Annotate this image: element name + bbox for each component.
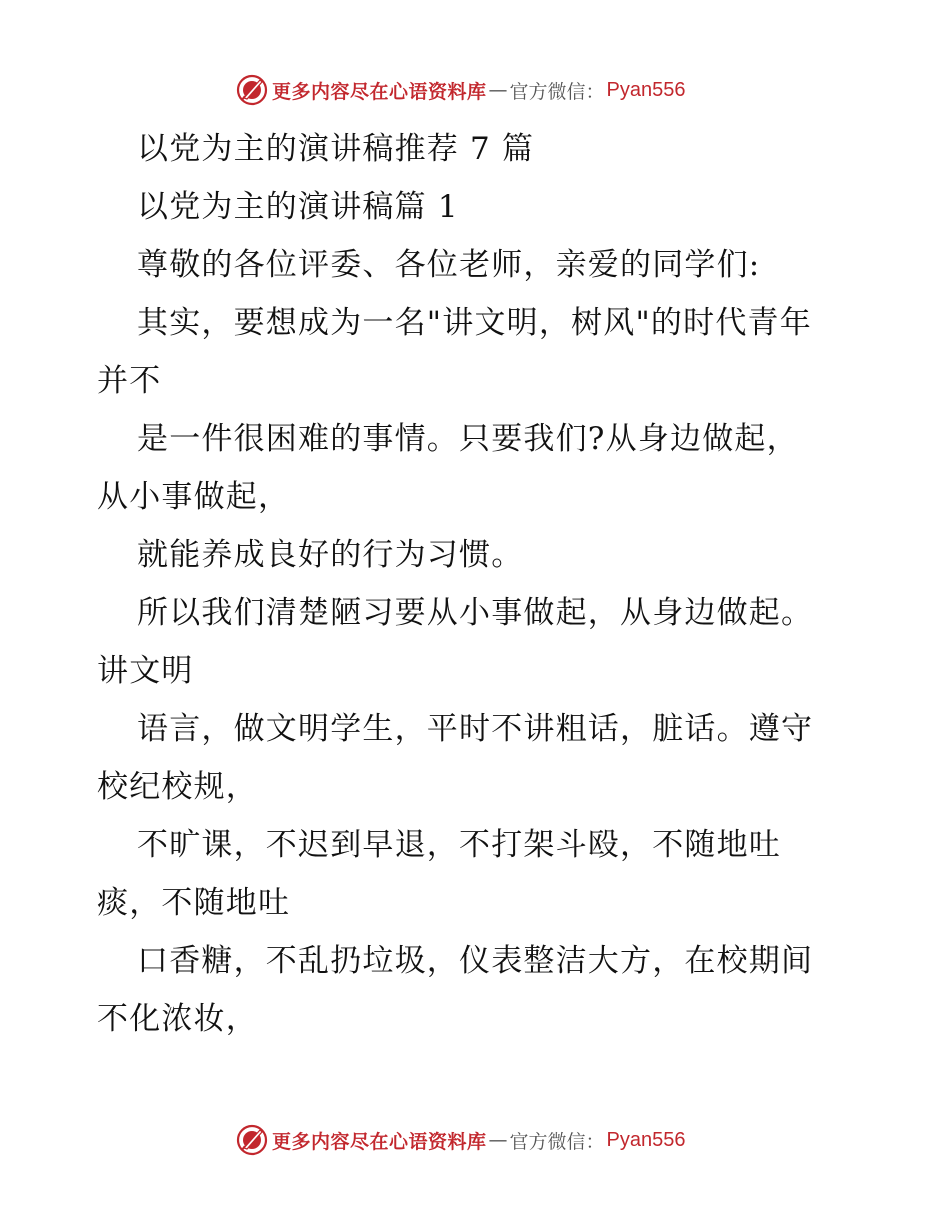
text-line: 其实，要想成为一名"讲文明，树风"的时代青年 <box>137 305 812 341</box>
text-line: 就能养成良好的行为习惯。 <box>137 537 524 573</box>
banner-wechat-id: Pyan556 <box>606 78 686 101</box>
banner-wechat-label: 官方微信： <box>509 1130 605 1153</box>
banner-dash: — <box>488 1129 508 1151</box>
text-line: 不旷课，不迟到早退，不打架斗殴，不随地吐 <box>137 827 781 863</box>
banner-dash: — <box>488 79 508 101</box>
section-heading: 以党为主的演讲稿篇 1 <box>137 189 459 225</box>
header-banner <box>236 72 686 108</box>
quill-logo-icon <box>236 74 268 106</box>
text-line: 是一件很困难的事情。只要我们?从身边做起， <box>137 421 799 457</box>
text-line: 校纪校规， <box>97 769 258 805</box>
banner-wechat-label: 官方微信： <box>509 80 605 103</box>
text-line: 语言，做文明学生，平时不讲粗话，脏话。遵守 <box>137 711 814 747</box>
text-line: 痰，不随地吐 <box>97 885 291 921</box>
text-line: 并不 <box>97 363 162 399</box>
text-line: 所以我们清楚陋习要从小事做起，从身边做起。 <box>137 595 814 631</box>
text-line: 尊敬的各位评委、各位老师，亲爱的同学们: <box>137 247 761 283</box>
text-line: 从小事做起， <box>97 479 291 515</box>
footer-banner <box>236 1122 686 1158</box>
text-line: 口香糖，不乱扔垃圾，仪表整洁大方，在校期间 <box>137 943 814 979</box>
document-body <box>97 120 857 1048</box>
banner-site-text: 更多内容尽在心语资料库 <box>272 1130 487 1153</box>
text-line: 讲文明 <box>97 653 194 689</box>
banner-wechat-id: Pyan556 <box>606 1128 686 1151</box>
text-line: 不化浓妆， <box>97 1001 258 1037</box>
quill-logo-icon <box>236 1124 268 1156</box>
document-title: 以党为主的演讲稿推荐 7 篇 <box>137 131 535 167</box>
banner-site-text: 更多内容尽在心语资料库 <box>272 80 487 103</box>
